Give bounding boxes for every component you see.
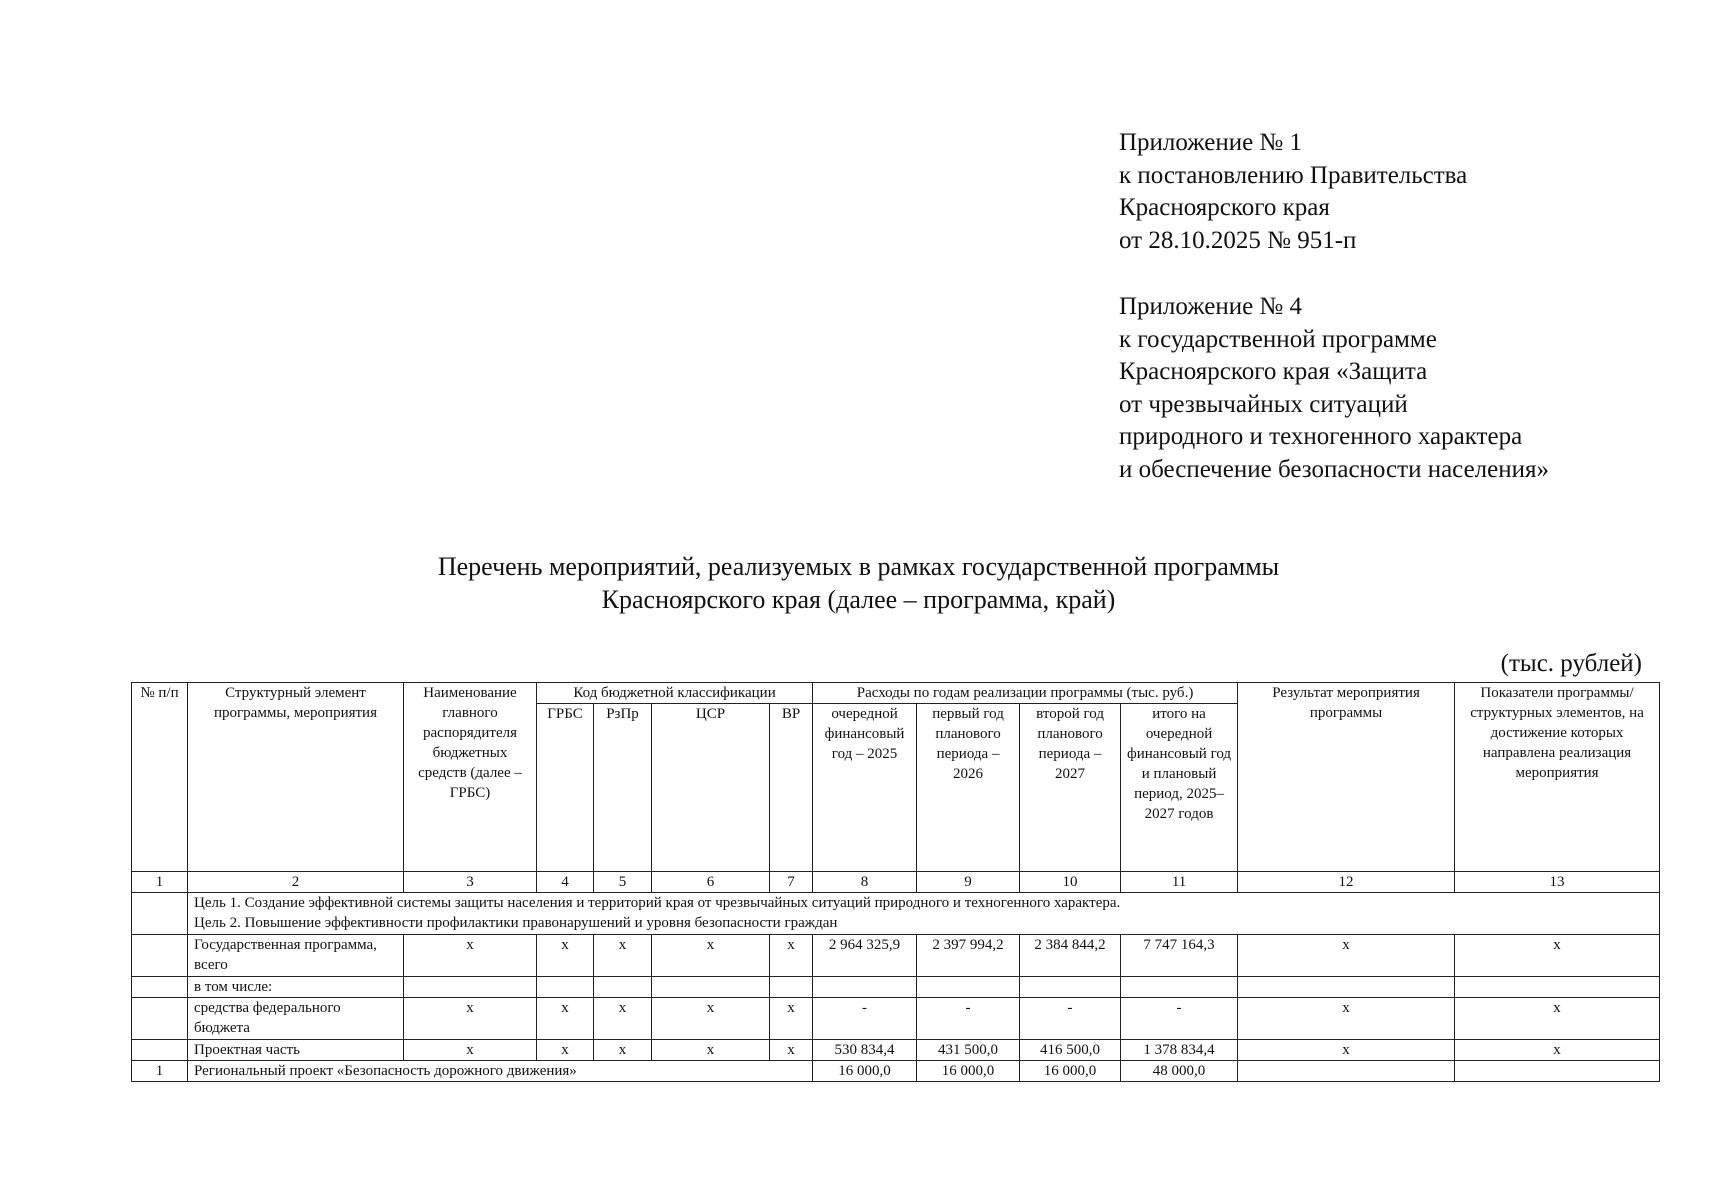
- header-2026: первый год планового периода – 2026: [917, 704, 1020, 872]
- column-number: 1: [132, 872, 188, 893]
- row-2027: [1020, 977, 1121, 998]
- row-vr: х: [770, 935, 813, 977]
- header-rzpr: РзПр: [594, 704, 652, 872]
- row-rzpr: х: [594, 998, 652, 1040]
- row-2026: -: [917, 998, 1020, 1040]
- table-row: [132, 935, 1660, 977]
- row-grbs: х: [537, 998, 594, 1040]
- appendix-1-line: Красноярского края: [1119, 194, 1330, 221]
- header-2027: второй год планового периода – 2027: [1020, 704, 1121, 872]
- row-indicators: [1455, 977, 1660, 998]
- row-2027: -: [1020, 998, 1121, 1040]
- column-number: 10: [1020, 872, 1121, 893]
- row-rzpr: х: [594, 935, 652, 977]
- column-number: 3: [404, 872, 537, 893]
- row-indicators: х: [1455, 998, 1660, 1040]
- goals-cell: [188, 893, 1660, 935]
- appendix-4-line: от чрезвычайных ситуаций: [1119, 390, 1408, 418]
- goals-num-cell: [132, 893, 188, 935]
- header-indicators: Показатели программы/ структурных элементов, на достижение которых направлена реализация мероприятия: [1455, 683, 1660, 872]
- row-csr: х: [652, 935, 770, 977]
- column-number: 9: [917, 872, 1020, 893]
- goal-2: Цель 2. Повышение эффективности профилактики правонарушений и уровня безопасности граждан: [194, 915, 838, 931]
- table-row: [132, 977, 1660, 998]
- appendix-1-line: Приложение № 1: [1119, 129, 1303, 156]
- row-2027: 416 500,0: [1020, 1040, 1121, 1061]
- header-2025: очередной финансовый год – 2025: [813, 704, 917, 872]
- document-title: [0, 550, 1717, 616]
- row-2026: 2 397 994,2: [917, 935, 1020, 977]
- row-num: [132, 1040, 188, 1061]
- measures-table: [131, 682, 1660, 1082]
- row-indicators: х: [1455, 1040, 1660, 1061]
- row-csr: [652, 977, 770, 998]
- project-2027: 16 000,0: [1020, 1061, 1121, 1082]
- table-row: [132, 998, 1660, 1040]
- row-vr: [770, 977, 813, 998]
- row-result: х: [1238, 935, 1455, 977]
- table-row: [132, 1040, 1660, 1061]
- row-num: [132, 998, 188, 1040]
- row-2025: 2 964 325,9: [813, 935, 917, 977]
- column-number: 2: [188, 872, 404, 893]
- project-2025: 16 000,0: [813, 1061, 917, 1082]
- header-result: Результат мероприятия программы: [1238, 683, 1455, 872]
- units-label: (тыс. рублей): [1500, 650, 1642, 677]
- appendix-1-block: [1119, 127, 1639, 257]
- row-2025: 530 834,4: [813, 1040, 917, 1061]
- row-grbs-name: х: [404, 998, 537, 1040]
- project-indicators: [1455, 1061, 1660, 1082]
- row-2026: [917, 977, 1020, 998]
- project-num: 1: [132, 1061, 188, 1082]
- row-num: [132, 977, 188, 998]
- column-number: 5: [594, 872, 652, 893]
- row-csr: х: [652, 1040, 770, 1061]
- header-vr: ВР: [770, 704, 813, 872]
- row-2026: 431 500,0: [917, 1040, 1020, 1061]
- column-number: 4: [537, 872, 594, 893]
- header-expenses: Расходы по годам реализации программы (тыс. руб.): [813, 683, 1238, 704]
- column-number: 6: [652, 872, 770, 893]
- appendix-1-line: к постановлению Правительства: [1119, 161, 1468, 189]
- project-row: [132, 1061, 1660, 1082]
- row-grbs-name: х: [404, 1040, 537, 1061]
- row-rzpr: х: [594, 1040, 652, 1061]
- row-rzpr: [594, 977, 652, 998]
- row-result: [1238, 977, 1455, 998]
- goal-1: Цель 1. Создание эффективной системы защиты населения и территорий края от чрезвычайных ситуаций природного и техногенного характера.: [194, 895, 1121, 911]
- row-vr: х: [770, 998, 813, 1040]
- row-result: х: [1238, 1040, 1455, 1061]
- goals-row: [132, 893, 1660, 935]
- row-2025: -: [813, 998, 917, 1040]
- row-total: [1121, 977, 1238, 998]
- row-indicators: х: [1455, 935, 1660, 977]
- row-2025: [813, 977, 917, 998]
- row-result: х: [1238, 998, 1455, 1040]
- row-name: Проектная часть: [188, 1040, 404, 1061]
- header-num: № п/п: [132, 683, 188, 872]
- appendix-4-block: [1119, 291, 1639, 486]
- row-total: -: [1121, 998, 1238, 1040]
- title-line-2: Красноярского края (далее – программа, край): [601, 585, 1116, 614]
- title-line-1: Перечень мероприятий, реализуемых в рамках государственной программы: [437, 552, 1280, 581]
- column-number: 7: [770, 872, 813, 893]
- header-grbs-name: Наименование главного распорядителя бюджетных средств (далее – ГРБС): [404, 683, 537, 872]
- row-name: средства федерального бюджета: [188, 998, 404, 1040]
- row-vr: х: [770, 1040, 813, 1061]
- appendix-4-line: к государственной программе: [1119, 325, 1437, 353]
- row-name: Государственная программа, всего: [188, 935, 404, 977]
- row-grbs: х: [537, 1040, 594, 1061]
- column-number: 12: [1238, 872, 1455, 893]
- row-total: 1 378 834,4: [1121, 1040, 1238, 1061]
- project-total: 48 000,0: [1121, 1061, 1238, 1082]
- row-grbs-name: [404, 977, 537, 998]
- row-csr: х: [652, 998, 770, 1040]
- row-grbs: х: [537, 935, 594, 977]
- project-2026: 16 000,0: [917, 1061, 1020, 1082]
- appendix-1-line: от 28.10.2025 № 951-п: [1119, 226, 1357, 254]
- header-budget-code: Код бюджетной классификации: [537, 683, 813, 704]
- row-grbs: [537, 977, 594, 998]
- header-grbs: ГРБС: [537, 704, 594, 872]
- row-name: в том числе:: [188, 977, 404, 998]
- appendix-4-line: Красноярского края «Защита: [1119, 358, 1428, 385]
- column-number: 8: [813, 872, 917, 893]
- row-2027: 2 384 844,2: [1020, 935, 1121, 977]
- row-total: 7 747 164,3: [1121, 935, 1238, 977]
- row-num: [132, 935, 188, 977]
- appendix-4-line: Приложение № 4: [1119, 293, 1303, 320]
- appendix-4-line: и обеспечение безопасности населения»: [1119, 455, 1550, 483]
- header-total: итого на очередной финансовый год и плановый период, 2025–2027 годов: [1121, 704, 1238, 872]
- header-csr: ЦСР: [652, 704, 770, 872]
- project-name: Региональный проект «Безопасность дорожного движения»: [188, 1061, 813, 1082]
- column-number: 13: [1455, 872, 1660, 893]
- row-grbs-name: х: [404, 935, 537, 977]
- project-result: [1238, 1061, 1455, 1082]
- appendix-4-line: природного и техногенного характера: [1119, 423, 1523, 450]
- column-number-row: [132, 872, 1660, 893]
- column-number: 11: [1121, 872, 1238, 893]
- header-element: Структурный элемент программы, мероприятия: [188, 683, 404, 872]
